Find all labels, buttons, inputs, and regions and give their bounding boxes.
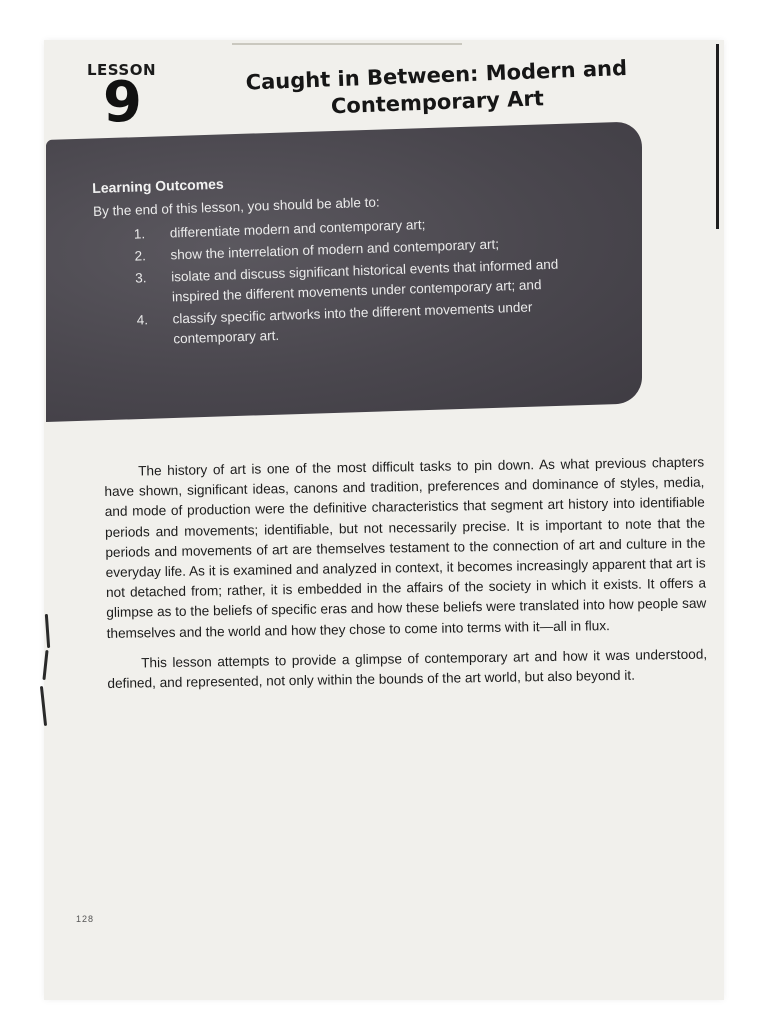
learning-outcomes-intro: By the end of this lesson, you should be able to:	[92, 194, 380, 219]
page-number: 128	[76, 914, 95, 924]
list-item-text: show the interrelation of modern and contemporary art;	[170, 236, 500, 263]
list-item-number: 1.	[133, 226, 146, 242]
body-paragraph-1: The history of art is one of the most difficult tasks to pin down. As what previous chapters have shown, significant ideas, canons and tradition, preferences and dominance of styles, media, and mode of production were the definitive characteristics that segment art history into identifiable periods and movements; identifiable, but not necessarily precise. It is important to note that the periods and movements of art are themselves testament to the connection of art and culture in the everyday life. As it is examined and analyzed in context, it becomes increasingly apparent that art is not detached from; rather, it is embedded in the affairs of the society in which it exists. It offers a glimpse as to the beliefs of specific eras and how these beliefs were translated into how people saw themselves and the world and how they chose to come into terms with it—all in flux.	[104, 454, 707, 641]
list-item-text: isolate and discuss significant historical events that informed and inspired the different movements under contemporary art; and	[171, 256, 559, 305]
lesson-title-line-2: Contemporary Art	[330, 86, 545, 119]
list-item-number: 4.	[136, 312, 149, 328]
lesson-number: 9	[103, 70, 142, 135]
list-item-number: 2.	[134, 248, 147, 264]
page-edge-line	[716, 44, 719, 229]
list-item-number: 3.	[135, 270, 147, 286]
learning-outcomes-list	[94, 208, 628, 352]
learning-outcomes-content	[92, 162, 627, 353]
list-item-text: classify specific artworks into the different movements under contemporary art.	[172, 299, 533, 347]
body-paragraph-2: This lesson attempts to provide a glimpse of contemporary art and how it was understood, defined, and represented, not only within the bounds of the art world, but also beyond it.	[107, 646, 708, 692]
list-item-text: differentiate modern and contemporary art;	[169, 216, 426, 241]
body-text	[104, 453, 708, 705]
lesson-title-line-1: Caught in Between: Modern and	[245, 55, 628, 95]
top-rule	[232, 43, 462, 45]
lesson-label: LESSON	[87, 61, 157, 79]
learning-outcomes-heading: Learning Outcomes	[92, 175, 224, 196]
